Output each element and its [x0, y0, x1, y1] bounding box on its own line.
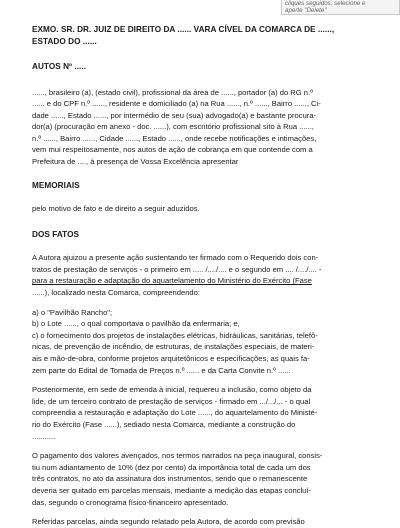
- text-line: n.º ......, Bairro ......, Cidade ......, Estado ......, onde recebe notificações e intimações,: [32, 133, 317, 143]
- section-title-memoriais: MEMORIAIS: [32, 180, 80, 190]
- list-item: a) o "Pavilhão Rancho";: [32, 307, 113, 317]
- text-line: ...... e do CPF n.º ......, residente e domiciliado (a) na Rua ......, n.º ......, Bairro ......, Ci-: [32, 99, 321, 109]
- fatos-paragraph-1: [32, 252, 368, 298]
- text-line: ......, brasileiro (a), (estado civil), profissional da área de ......, portador (a) do RG n.º: [32, 87, 313, 97]
- tooltip-line: aperte "Delete": [285, 7, 327, 14]
- list-item: zem parte do Edital de Tomada de Preços n.º ...... e da Carta Convite n.º ......: [32, 365, 291, 375]
- text-line: deveria ser quitado em parcelas mensais, mediante a medição das etapas concluí-: [32, 485, 312, 495]
- text-line: rio do Exército (Fase ......), sediado nesta Comarca, mediante a construção do: [32, 419, 296, 429]
- text-line: Prefeitura de ...., à presença de Vossa Excelência apresentar: [32, 157, 239, 167]
- document-content: [32, 24, 368, 528]
- text-line: ...........: [32, 431, 56, 441]
- text-line: lide, de um terceiro contrato de prestação de serviços - firmado em .../.../... - o qual: [32, 396, 311, 406]
- list-item: c) o fornecimento dos projetos de instalações elétricas, hidráulicas, sanitárias, telefô-: [32, 330, 318, 340]
- court-address-line: EXMO. SR. DR. JUIZ DE DIREITO DA ...... VARA CÍVEL DA COMARCA DE ......,: [32, 25, 335, 34]
- memoriais-text: pelo motivo de fato e de direito a seguir aduzidos.: [32, 204, 200, 214]
- text-line: compreendia a restauração e adaptação do Lote ......, do aquartelamento do Ministé-: [32, 408, 318, 418]
- text-line: das, segundo o cronograma físico-financeiro apresentado.: [32, 497, 229, 507]
- list-item: ais e mão-de-obra, conforme projetos arquitetônicos e especificações, as quais fa-: [32, 354, 310, 363]
- qualification-paragraph: [32, 87, 368, 168]
- court-address-line: ESTADO DO ......: [32, 36, 97, 46]
- text-line: Posteriormente, em sede de emenda à inicial, requereu a inclusão, como objeto da: [32, 385, 312, 395]
- list-item: b) o Lote ......, o qual comportava o pavilhão da enfermaria; e,: [32, 319, 240, 329]
- fatos-paragraph-4: [32, 516, 368, 528]
- text-line: O pagamento dos valores avençados, nos termos narrados na peça inaugural, consis-: [32, 451, 323, 461]
- tooltip-line: cliques seguidos, selecione e: [285, 0, 366, 7]
- fatos-paragraph-3: [32, 450, 368, 508]
- text-line: A Autora ajuizou a presente ação sustentando ter firmado com o Requerido dois con-: [32, 253, 319, 263]
- autos-number: AUTOS Nº .....: [32, 62, 87, 71]
- list-item: nicas, de prevenção de incêndio, de estruturas, de instalações especiais, de materi-: [32, 342, 315, 352]
- text-line: tiu num adiantamento de 10% (dez por cento) da importância total de cada um dos: [32, 462, 311, 472]
- text-line: tratos de prestação de serviços - o primeiro em ..... /..../.... e o segundo em .... /..../.... -: [32, 264, 322, 274]
- text-line: ......), localizado nesta Comarca, compreendendo:: [32, 288, 200, 298]
- fatos-paragraph-2: [32, 384, 368, 442]
- fatos-list: [32, 307, 368, 377]
- text-line: para a restauração e adaptação do aquartelamento do Ministério do Exército (Fase: [32, 276, 312, 286]
- court-address: [32, 24, 368, 47]
- text-line: três contratos, no ato da assinatura dos instrumentos, sendo que o remanescente: [32, 474, 308, 484]
- text-line: dade ......, Estado ......, por intermédio de seu (sua) advogado(a) e bastante procura-: [32, 110, 317, 120]
- text-line: dor(a) (procuração em anexo - doc. ......), com escritório profissional sito à Rua ......,: [32, 122, 314, 132]
- text-line: Referidas parcelas, ainda segundo relatado pela Autora, de acordo com previsão: [32, 517, 305, 527]
- tooltip-note: [281, 0, 400, 15]
- text-line: vem mui respeitosamente, nos autos de ação de cobrança em que contende com a: [32, 145, 313, 155]
- section-title-fatos: DOS FATOS: [32, 229, 80, 239]
